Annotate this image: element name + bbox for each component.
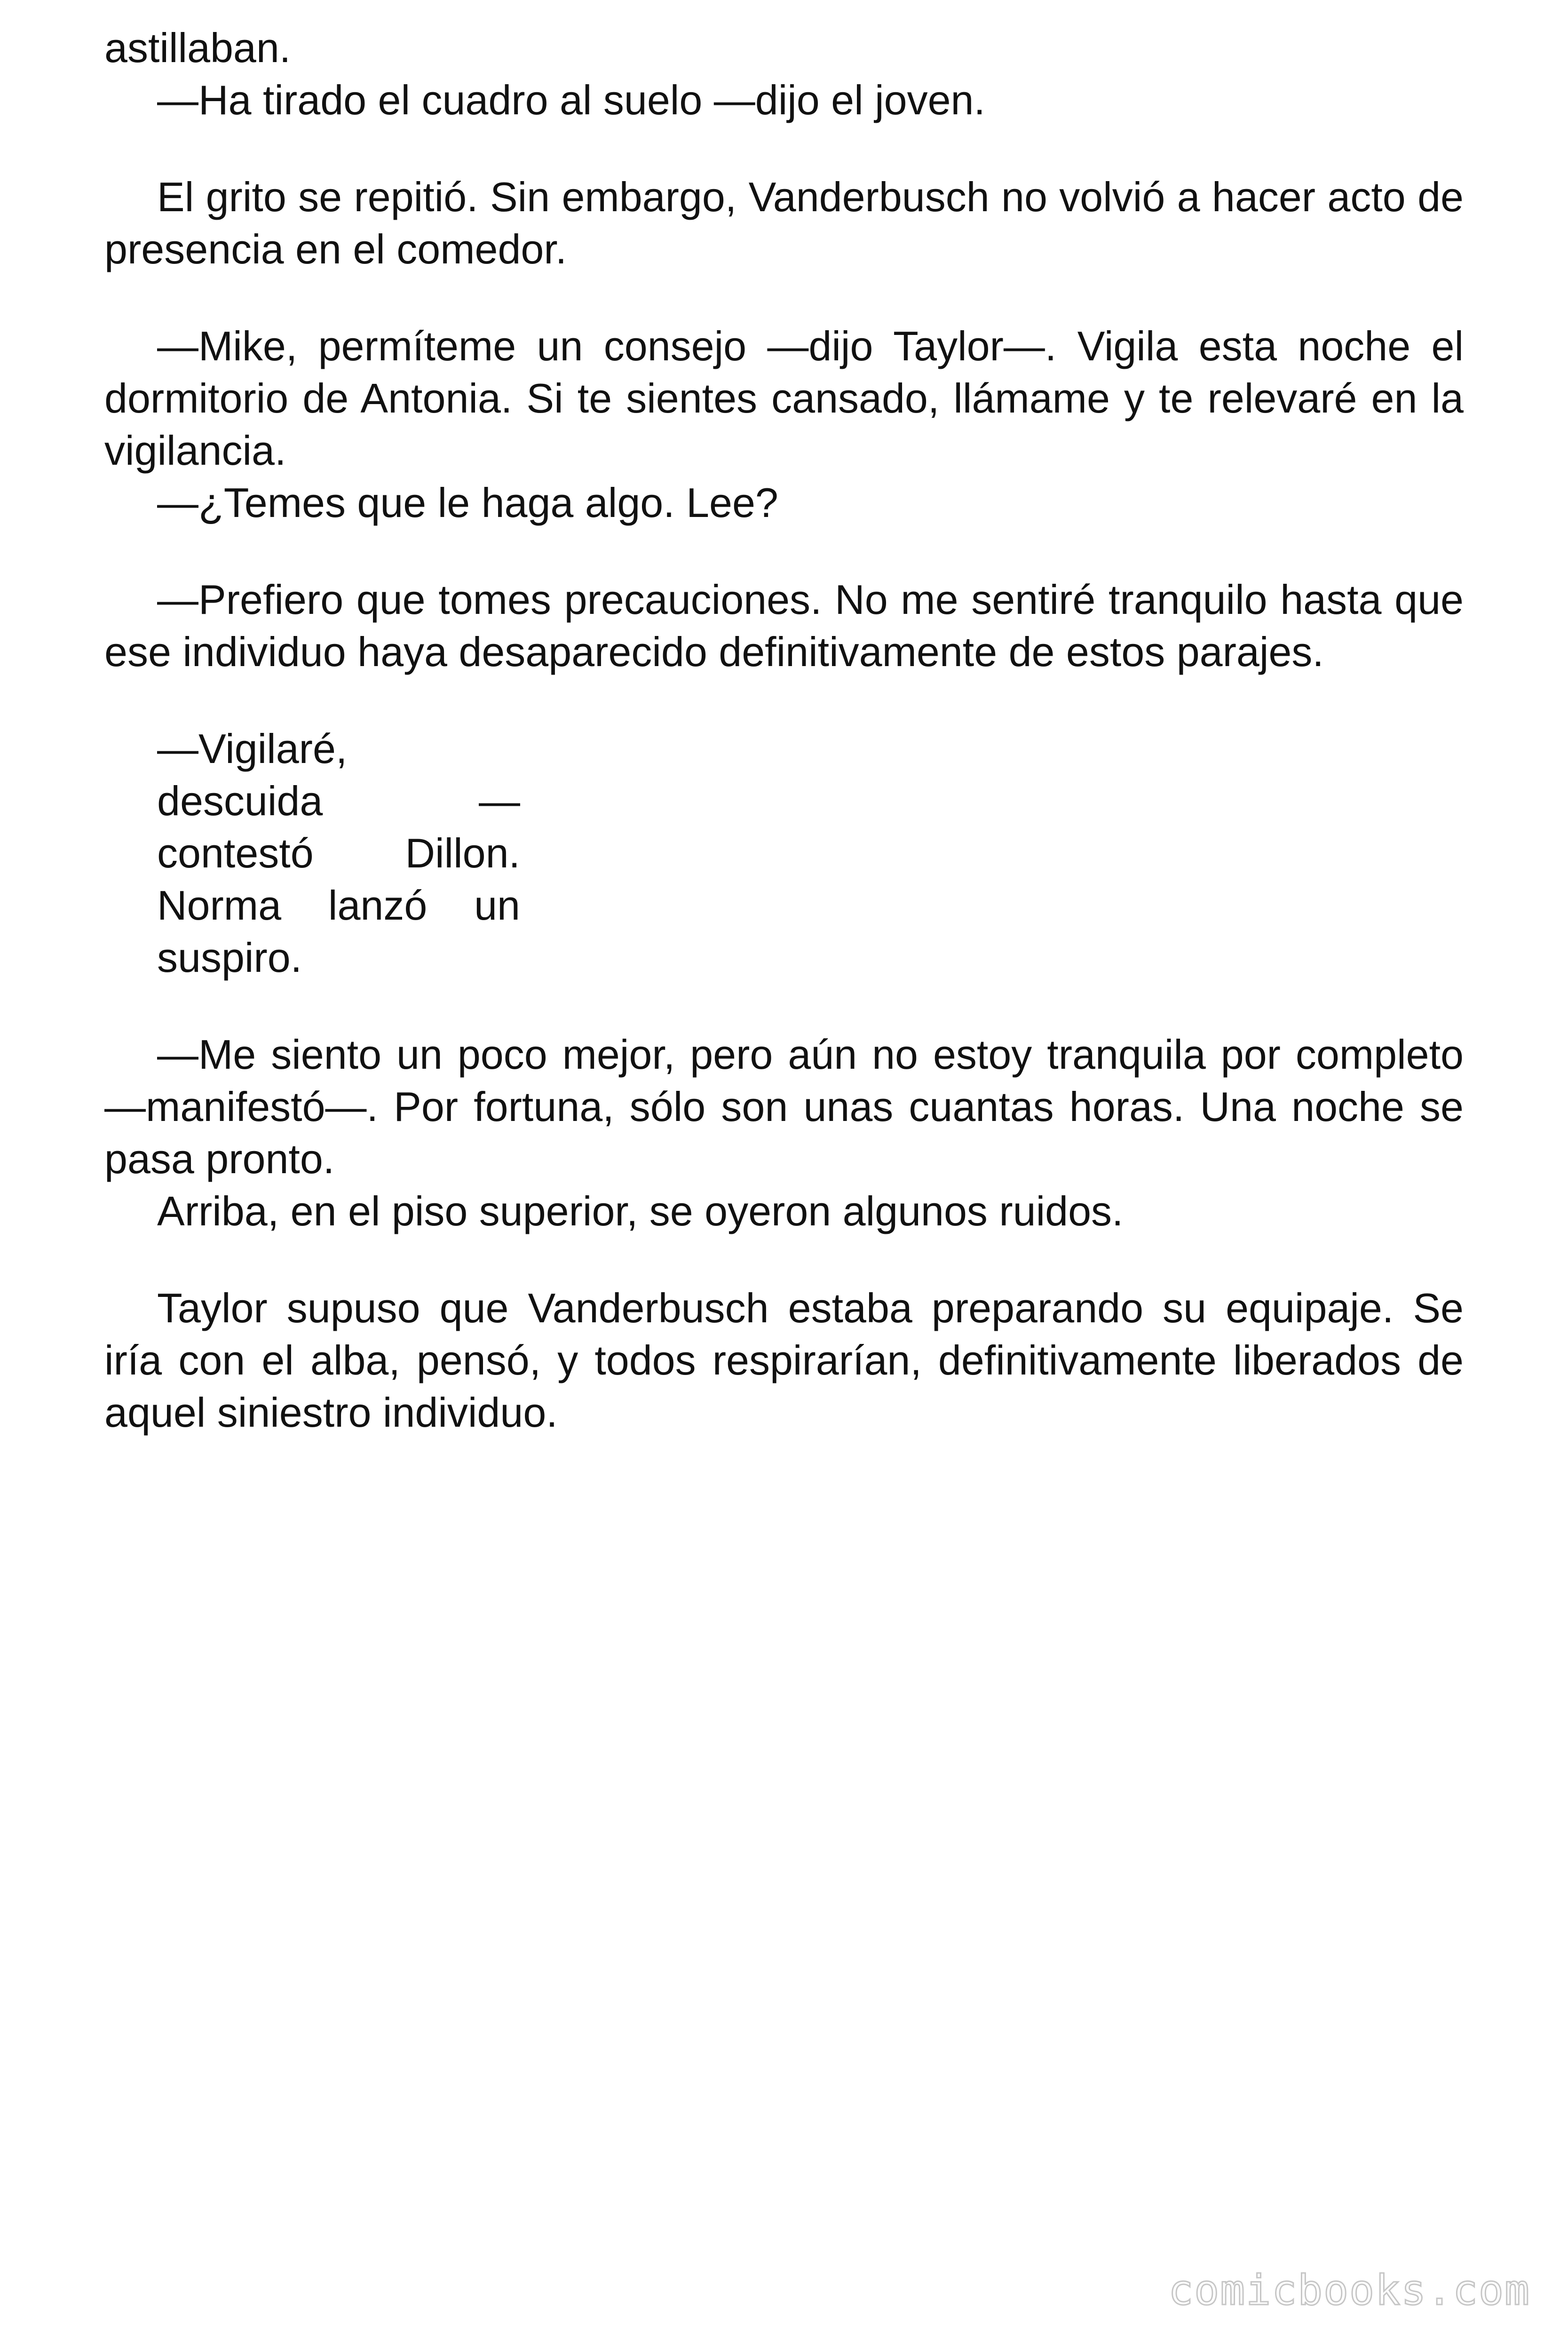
paragraph-9: Arriba, en el piso superior, se oyeron algunos ruidos.	[157, 1188, 1124, 1234]
paragraph-3: El grito se repitió. Sin embargo, Vanderbusch no volvió a hacer acto de presencia en el comedor.	[104, 174, 1464, 272]
page-body	[104, 22, 1464, 1438]
paragraph-8: —Me siento un poco mejor, pero aún no estoy tranquila por completo —manifestó—. Por fortuna, sólo son unas cuantas horas. Una noche se pasa pronto.	[104, 1031, 1464, 1182]
narrow-line-4: Norma lanzó un	[157, 882, 520, 929]
narrow-line-1: —Vigilaré,	[157, 725, 348, 772]
narrow-line-3: contestó Dillon.	[157, 830, 520, 876]
paragraph-2: —Ha tirado el cuadro al suelo —dijo el joven.	[157, 77, 985, 123]
paragraph-10: Taylor supuso que Vanderbusch estaba preparando su equipaje. Se iría con el alba, pensó, y todos respirarían, definitivamente liberados de aquel siniestro individuo.	[104, 1285, 1464, 1436]
paragraph-1: astillaban.	[104, 24, 291, 71]
narrow-paragraph	[157, 723, 520, 984]
paragraph-5: —¿Temes que le haga algo. Lee?	[157, 479, 778, 526]
watermark-logo: comicbooks.com	[1168, 2266, 1530, 2314]
narrow-line-5: suspiro.	[157, 934, 302, 981]
paragraph-6: —Prefiero que tomes precauciones. No me sentiré tranquilo hasta que ese individuo haya desaparecido definitivamente de estos parajes.	[104, 576, 1464, 675]
paragraph-4: —Mike, permíteme un consejo —dijo Taylor—. Vigila esta noche el dormitorio de Antonia. Si te sientes cansado, llámame y te relevaré en la vigilancia.	[104, 323, 1464, 474]
narrow-line-2: descuida —	[157, 778, 520, 824]
